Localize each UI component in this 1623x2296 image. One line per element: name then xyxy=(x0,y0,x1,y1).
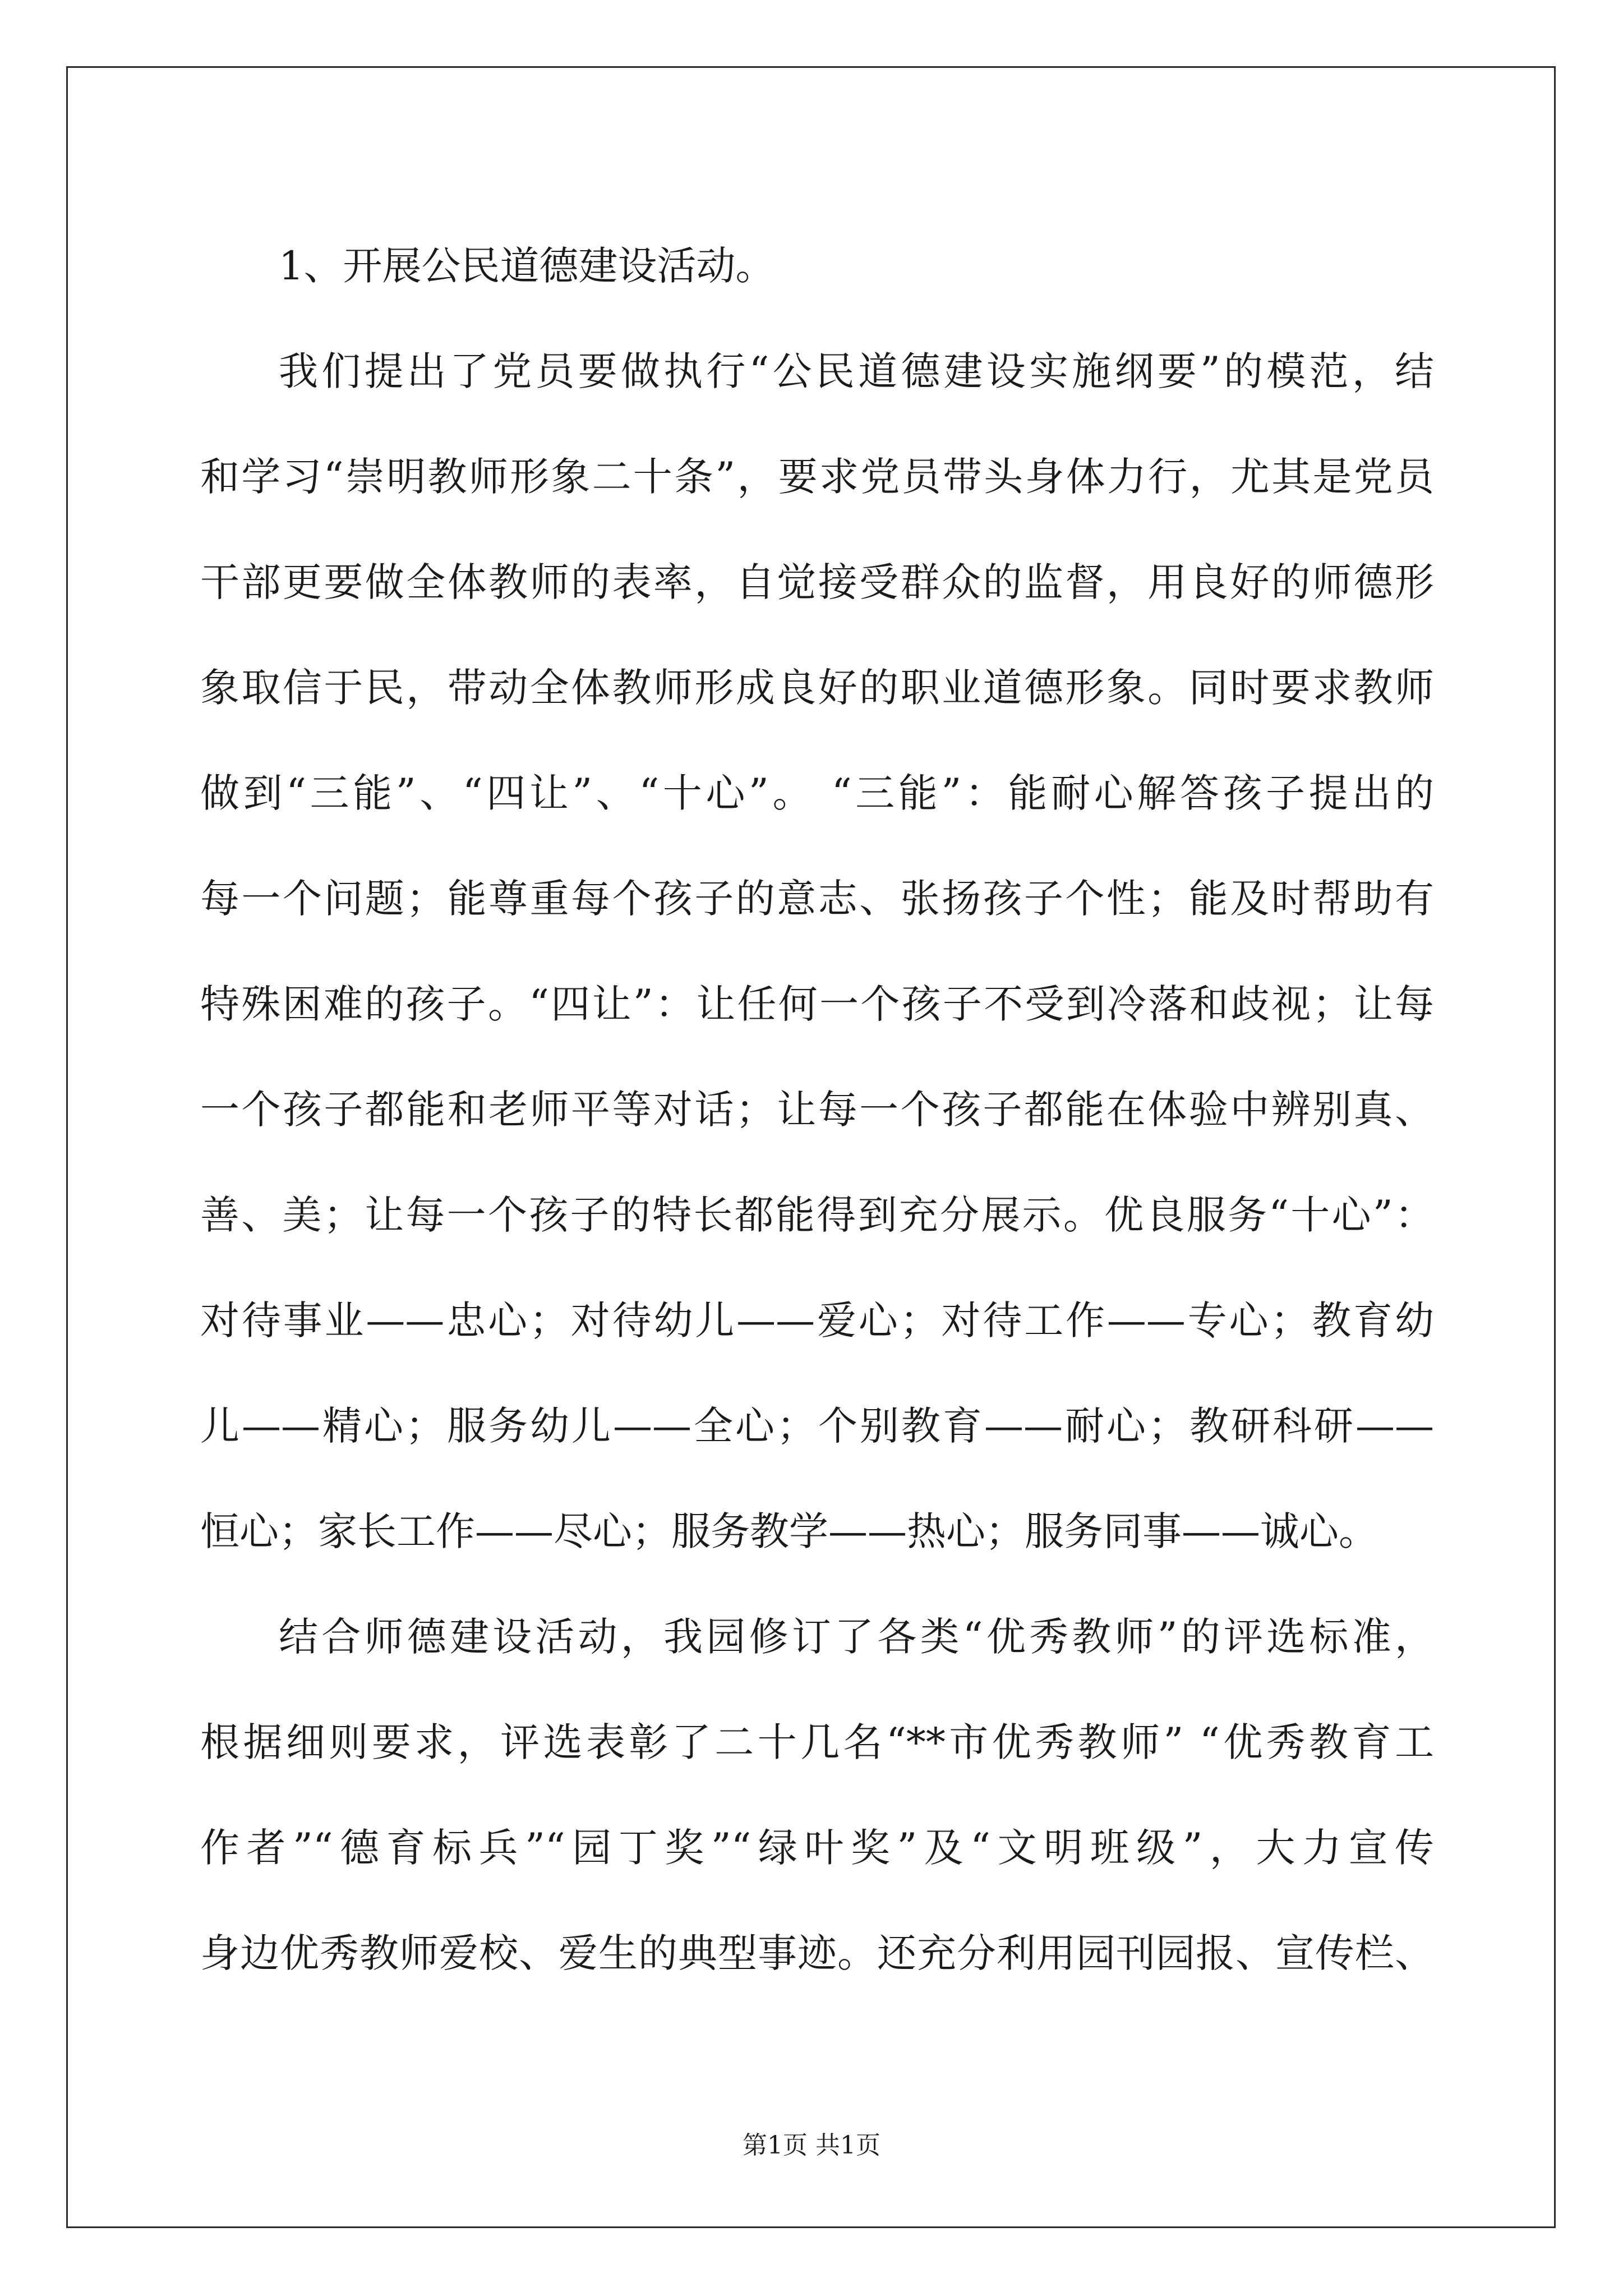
paragraph-line: 儿——精心；服务幼儿——全心；个别教育——耐心；教研科研—— xyxy=(200,1403,1434,1449)
paragraph-line: 对待事业——忠心；对待幼儿——爱心；对待工作——专心；教育幼 xyxy=(200,1297,1434,1343)
paragraph-1 xyxy=(200,319,1434,1584)
document-body xyxy=(200,213,1434,2006)
paragraph-line: 和学习“崇明教师形象二十条”，要求党员带头身体力行，尤其是党员 xyxy=(200,454,1434,500)
paragraph-line: 象取信于民，带动全体教师形成良好的职业道德形象。同时要求教师 xyxy=(200,665,1434,711)
section-heading: 1、开展公民道德建设活动。 xyxy=(279,243,775,289)
paragraph-line: 一个孩子都能和老师平等对话；让每一个孩子都能在体验中辨别真、 xyxy=(200,1087,1434,1133)
paragraph-line: 我们提出了党员要做执行“公民道德建设实施纲要”的模范，结 xyxy=(279,348,1434,394)
paragraph-line: 特殊困难的孩子。“四让”：让任何一个孩子不受到冷落和歧视；让每 xyxy=(200,981,1434,1027)
paragraph-line: 根据细则要求，评选表彰了二十几名“**市优秀教师” “优秀教育工 xyxy=(200,1719,1434,1765)
paragraph-2 xyxy=(200,1584,1434,2006)
paragraph-line: 恒心；家长工作——尽心；服务教学——热心；服务同事——诚心。 xyxy=(200,1508,1378,1554)
paragraph-line: 身边优秀教师爱校、爱生的典型事迹。还充分利用园刊园报、宣传栏、 xyxy=(200,1930,1434,1976)
paragraph-line: 善、美；让每一个孩子的特长都能得到充分展示。优良服务“十心”： xyxy=(200,1192,1434,1238)
paragraph-line: 干部更要做全体教师的表率，自觉接受群众的监督，用良好的师德形 xyxy=(200,559,1434,605)
page-footer: 第1页 共1页 xyxy=(743,2131,880,2160)
paragraph-line: 每一个问题；能尊重每个孩子的意志、张扬孩子个性；能及时帮助有 xyxy=(200,876,1434,922)
paragraph-line: 做到“三能”、“四让”、“十心”。 “三能”：能耐心解答孩子提出的 xyxy=(200,770,1434,816)
paragraph-line: 作者”“德育标兵”“园丁奖”“绿叶奖”及“文明班级”，大力宣传 xyxy=(200,1825,1434,1871)
paragraph-line: 结合师德建设活动，我园修订了各类“优秀教师”的评选标准， xyxy=(279,1614,1434,1660)
